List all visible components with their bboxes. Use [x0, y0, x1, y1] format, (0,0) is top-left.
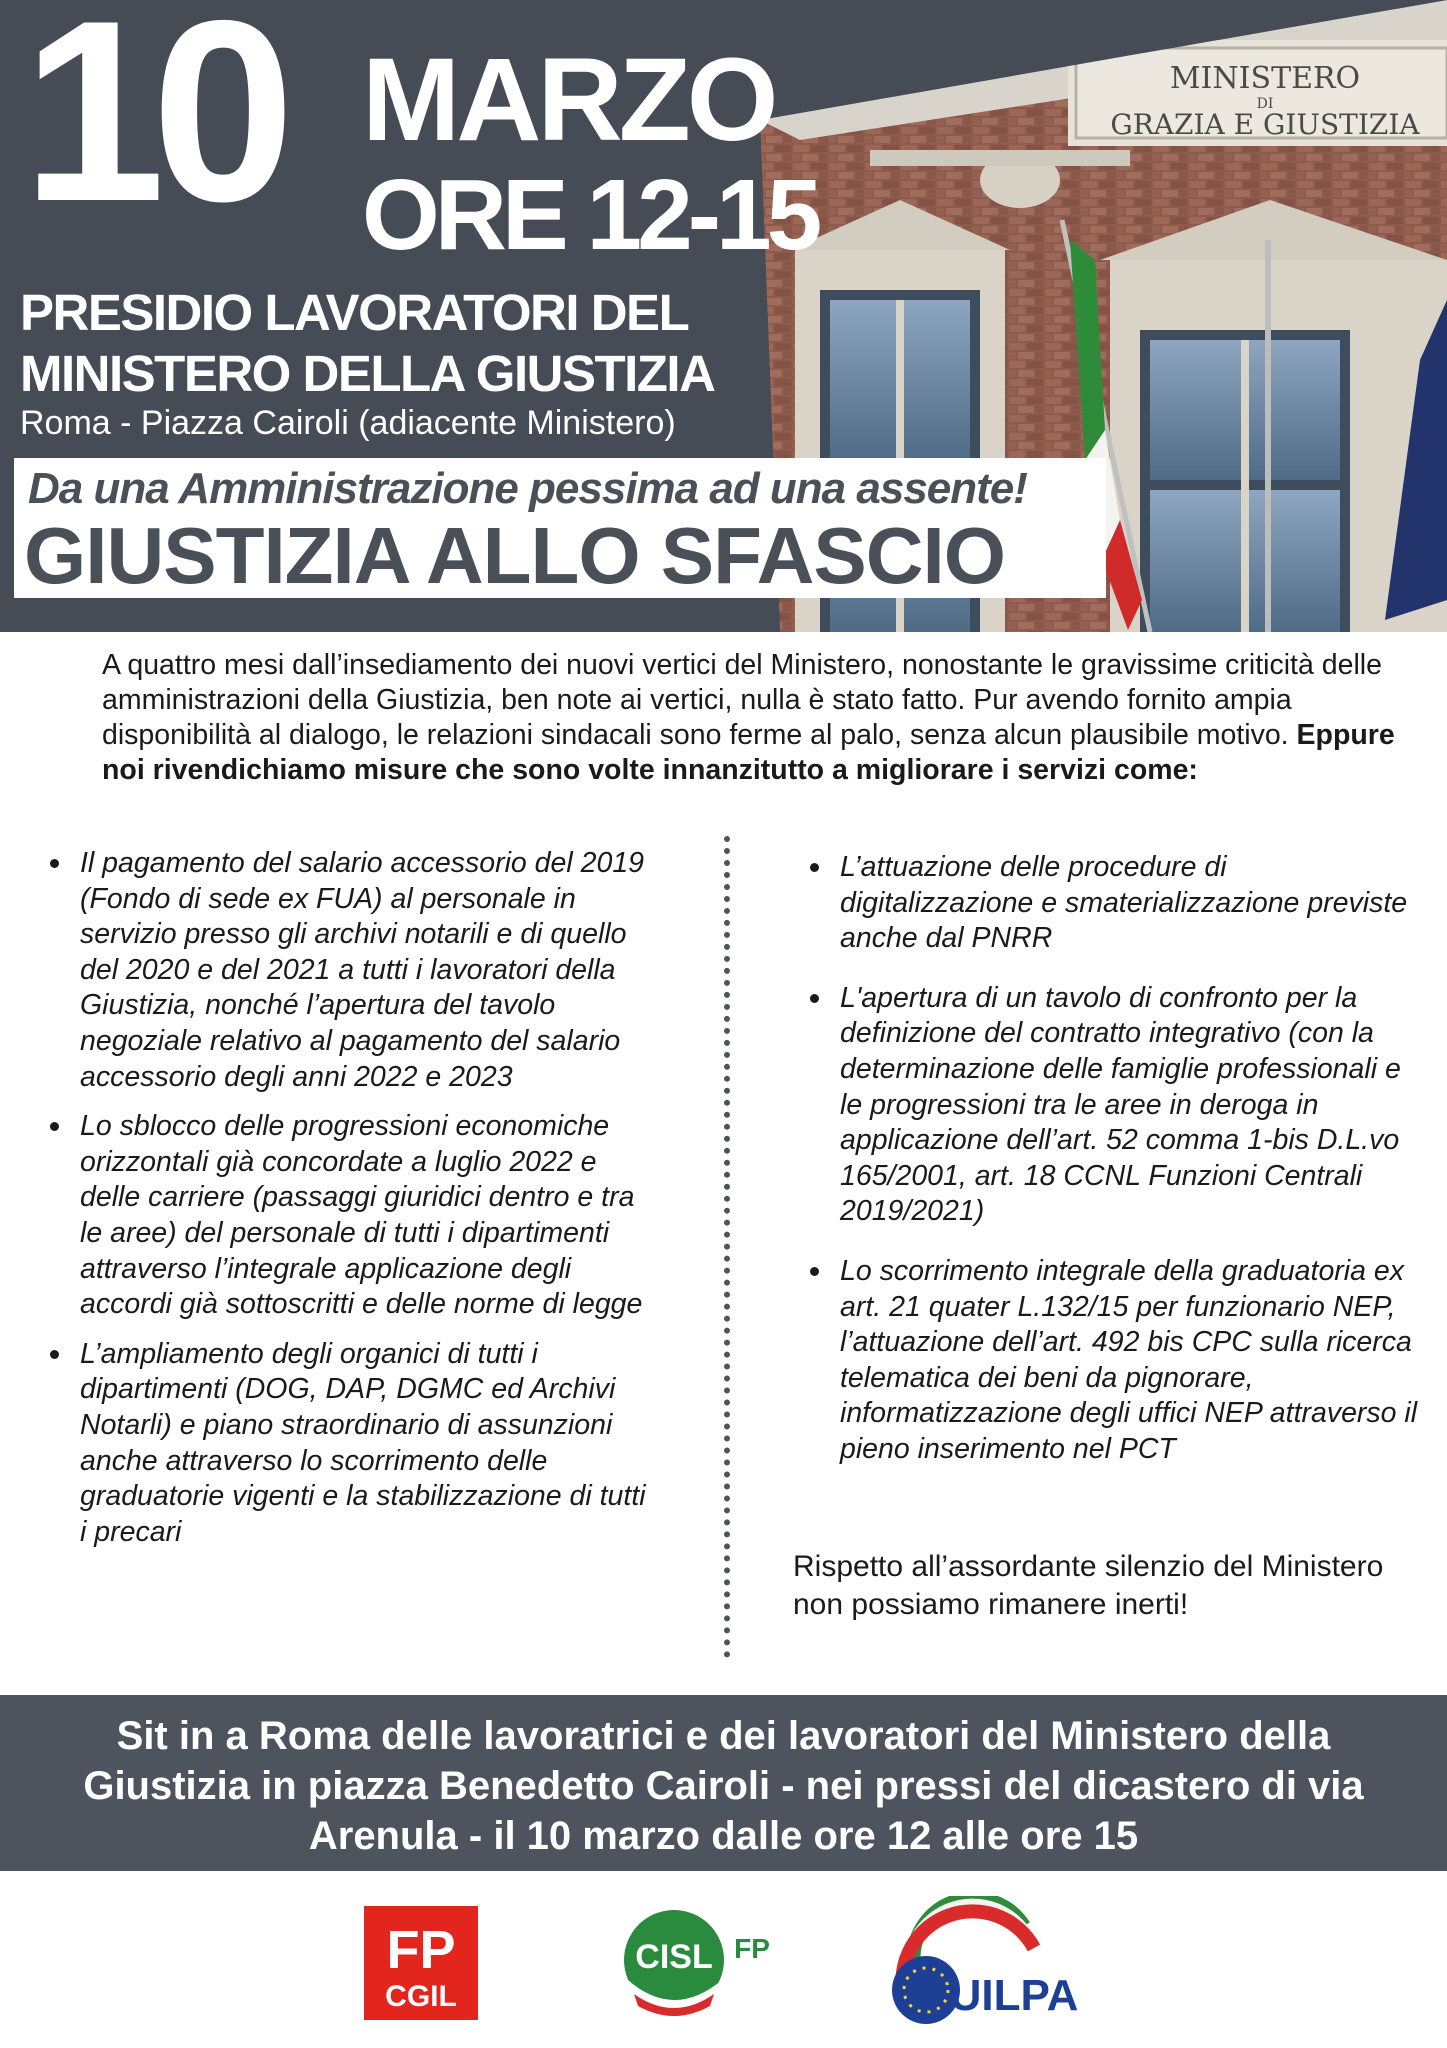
- svg-text:GRAZIA E GIUSTIZIA: GRAZIA E GIUSTIZIA: [1110, 108, 1420, 141]
- demands-list-left: [48, 846, 658, 1564]
- demand-text: Il pagamento del salario accessorio del 2019 (Fondo di sede ex FUA) al personale in servizio presso gli archivi notarili e di quello del 2020 e del 2021 a tutti i lavoratori della Giustizia, nonché l’apertura del tavolo negoziale relativo al pagamento del salario accessorio degli anni 2022 e 2023: [80, 847, 645, 1093]
- demand-item: [48, 1109, 658, 1323]
- bullet-dot: [810, 994, 819, 1003]
- demand-text: Lo scorrimento integrale della graduatoria ex art. 21 quater L.132/15 per funzionario NEP, l’attuazione dell’art. 492 bis CPC sulla ricerca telematica dei beni da pignorare, informatizzazione degli uffici NEP attraverso il pieno inserimento nel PCT: [840, 1254, 1418, 1465]
- fp-cgil-logo: [364, 1906, 478, 2020]
- bullet-dot: [810, 1267, 819, 1276]
- demand-text: L’attuazione delle procedure di digitalizzazione e smaterializzazione previste anche dal PNRR: [840, 851, 1408, 955]
- demand-item: [808, 1254, 1420, 1468]
- intro-bold-text: Eppure noi rivendichiamo misure che sono volte innanzitutto a migliorare i servizi come:: [102, 719, 1395, 786]
- slogan-subtitle: Da una Amministrazione pessima ad una assente!: [28, 464, 1027, 513]
- building-sign: MINISTERO: [1169, 61, 1361, 96]
- intro-paragraph: [102, 648, 1402, 788]
- demand-text: L'apertura di un tavolo di confronto per la definizione del contratto integrativo (con la determinazione delle famiglie professionali e le progressioni tra le aree in deroga in applicazione dell’art. 52 comma 1-bis D.L.vo 165/2001, art. 18 CCNL Funzioni Centrali 2019/2021): [840, 981, 1401, 1228]
- demand-item: [48, 846, 658, 1095]
- event-location: Roma - Piazza Cairoli (adiacente Ministero): [20, 404, 676, 442]
- event-title-line2: MINISTERO DELLA GIUSTIZIA: [20, 345, 715, 402]
- event-day: 10: [22, 0, 281, 255]
- bottom-banner: [0, 1695, 1447, 1871]
- event-month: MARZO: [362, 34, 775, 166]
- event-title-line1: PRESIDIO LAVORATORI DEL: [20, 284, 689, 341]
- event-time: ORE 12-15: [362, 159, 818, 271]
- intro-text: A quattro mesi dall’insediamento dei nuovi vertici del Ministero, nonostante le gravissime criticità delle amministrazioni della Giustizia, ben note ai vertici, nulla è stato fatto. Pur avendo fornito ampia disponibilità al dialogo, le relazioni sindacali sono ferme al palo, senza alcun plausibile motivo.: [102, 649, 1382, 751]
- column-divider: [724, 836, 730, 1658]
- svg-text:UILPA: UILPA: [949, 1971, 1079, 2020]
- closing-statement: Rispetto all’assordante silenzio del Ministero non possiamo rimanere inerti!: [793, 1550, 1384, 1621]
- bullet-dot: [50, 1122, 59, 1131]
- demands-list-right: [808, 850, 1420, 1492]
- bullet-dot: [50, 1350, 59, 1359]
- svg-text:CISL: CISL: [635, 1938, 713, 1976]
- header: [0, 0, 1447, 632]
- demand-text: Lo sblocco delle progressioni economiche orizzontali già concordate a luglio 2022 e delle carriere (passaggi giuridici dentro e tra le aree) del personale di tutti i dipartimenti attraverso l’integrale applicazione degli accordi già sottoscritti e delle norme di legge: [80, 1110, 643, 1321]
- bullet-dot: [810, 863, 819, 872]
- svg-text:CGIL: CGIL: [385, 1980, 457, 2013]
- demand-text: L’ampliamento degli organici di tutti i dipartimenti (DOG, DAP, DGMC ed Archivi Notarli) e piano straordinario di assunzioni anche attraverso lo scorrimento delle graduatorie vigenti e la stabilizzazione di tutti i precari: [80, 1337, 646, 1548]
- cisl-fp-logo: [614, 1902, 782, 2022]
- demand-item: [808, 981, 1420, 1230]
- svg-text:FP: FP: [734, 1933, 770, 1964]
- svg-text:DI: DI: [1256, 96, 1274, 112]
- slogan-box: [14, 458, 1106, 598]
- demand-item: [808, 850, 1420, 957]
- uilpa-logo: [874, 1896, 1094, 2030]
- demand-item: [48, 1337, 658, 1551]
- event-title: [20, 282, 714, 404]
- svg-text:FP: FP: [386, 1920, 456, 1980]
- bullet-dot: [50, 859, 59, 868]
- slogan-headline: GIUSTIZIA ALLO SFASCIO: [24, 511, 1005, 600]
- banner-text: Sit in a Roma delle lavoratrici e dei lavoratori del Ministero della Giustizia in piazza Benedetto Cairoli - nei pressi del dicastero di via Arenula - il 10 marzo dalle ore 12 alle ore 15: [83, 1714, 1364, 1858]
